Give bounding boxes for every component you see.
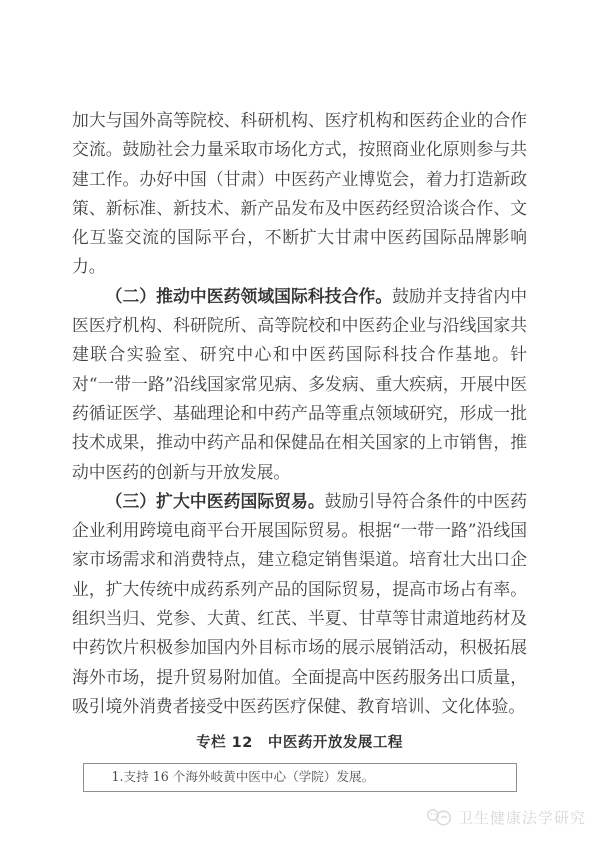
box-item: 1.支持 16 个海外岐黄中医中心（学院）发展。 [111,769,375,785]
paragraph-text: 鼓励并支持省内中医医疗机构、科研院所、高等院校和中医药企业与沿线国家共建联合实验室、研究中心和中医药国际科技合作基地。针对“一带一路”沿线国家常见病、多发病、重大疾病，开展中医药循证医学、基础理论和中药产品等重点领域研究，形成一批技术成果，推动中药产品和保健品在相关国家的上市销售，推动中医药的创新与开放发展。 [72,285,527,482]
document-content [72,0,527,792]
paragraph-section-3 [72,487,527,721]
cat-logo-icon [425,806,453,828]
paragraph-continuation [72,106,527,282]
paragraph-section-2 [72,282,527,487]
watermark-text: 卫生健康法学研究 [457,808,586,827]
paragraph-text: 鼓励引导符合条件的中医药企业利用跨境电商平台开展国际贸易。根据“一带一路”沿线国家市场需求和消费特点，建立稳定销售渠道。培育壮大出口企业，扩大传统中成药系列产品的国际贸易，提高市场占有率。组织当归、党参、大黄、红芪、半夏、甘草等甘肃道地药材及中药饮片积极参加国内外目标市场的展示展销活动，积极拓展海外市场，提升贸易附加值。全面提高中医药服务出口质量，吸引境外消费者接受中医药医疗保健、教育培训、文化体验。 [72,490,527,716]
box-section-heading: 专栏 12 中医药开放发展工程 [196,735,403,752]
paragraph-lead: （二）推动中医药领域国际科技合作。 [105,285,393,306]
paragraph-text: 加大与国外高等院校、科研机构、医疗机构和医药企业的合作交流。鼓励社会力量采取市场化方式，按照商业化原则参与共建工作。办好中国（甘肃）中医药产业博览会，着力打造新政策、新标准、新技术、新产品发布及中医药经贸洽谈合作、文化互鉴交流的国际平台，不断扩大甘肃中医药国际品牌影响力。 [72,110,527,277]
box-section-frame [83,763,517,792]
watermark [425,806,586,828]
paragraph-lead: （三）扩大中医药国际贸易。 [105,490,325,511]
